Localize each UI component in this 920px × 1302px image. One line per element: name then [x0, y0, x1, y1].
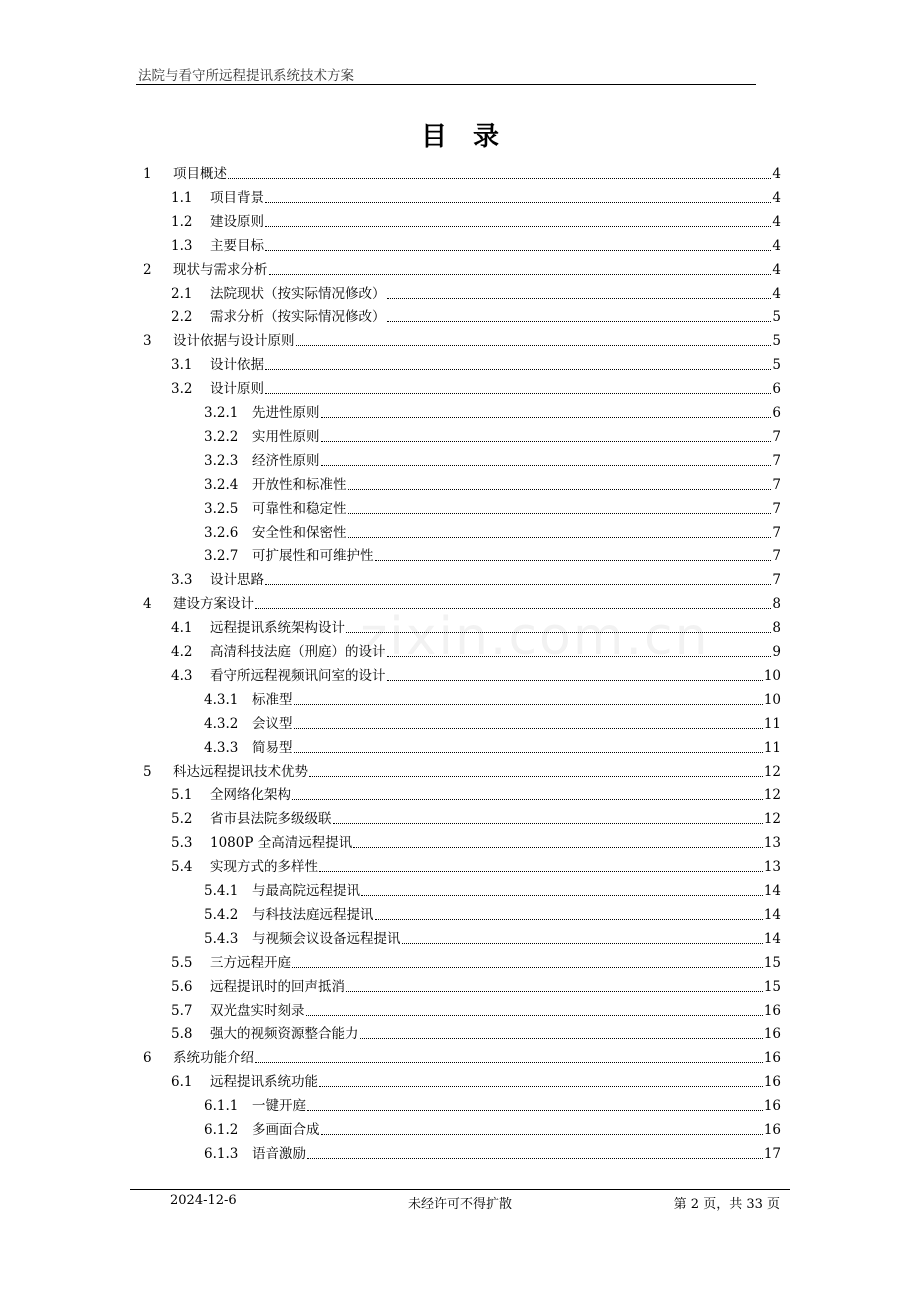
- toc-dot-leader: [265, 574, 771, 585]
- watermark: zixin.com.cn: [360, 607, 710, 667]
- toc-entry[interactable]: [171, 807, 781, 829]
- toc-entry-page: 11: [763, 739, 781, 756]
- toc-entry-label: 设计依据: [210, 357, 264, 374]
- toc-entry-page: 7: [772, 452, 781, 469]
- toc-entry-label: 1080P 全高清远程提讯: [210, 835, 353, 852]
- toc-dot-leader: [387, 670, 763, 681]
- toc-entry[interactable]: [171, 282, 781, 304]
- toc-dot-leader: [294, 742, 763, 753]
- toc-entry-label: 系统功能介绍: [173, 1050, 254, 1067]
- toc-entry-page: 7: [772, 548, 781, 565]
- toc-entry[interactable]: [171, 640, 781, 662]
- toc-entry-label: 简易型: [252, 739, 293, 756]
- toc-entry-number: 2.2: [171, 309, 193, 326]
- toc-entry-page: 7: [772, 524, 781, 541]
- toc-entry[interactable]: [171, 1070, 781, 1092]
- toc-entry[interactable]: [204, 473, 781, 495]
- toc-entry[interactable]: [204, 521, 781, 543]
- toc-entry-number: 3: [143, 333, 152, 350]
- header-title: 法院与看守所远程提讯系统技术方案: [138, 68, 354, 84]
- toc-entry[interactable]: [204, 1142, 781, 1164]
- toc-entry[interactable]: [143, 329, 781, 351]
- toc-entry-page: 6: [772, 381, 781, 398]
- toc-entry-number: 1.2: [171, 213, 193, 230]
- toc-entry-page: 16: [763, 1026, 781, 1043]
- toc-entry-number: 4.2: [171, 644, 193, 660]
- toc-entry-label: 实现方式的多样性: [210, 859, 318, 876]
- toc-entry-page: 17: [763, 1145, 781, 1162]
- toc-dot-leader: [265, 216, 771, 227]
- toc-entry[interactable]: [143, 1046, 781, 1068]
- toc-entry-page: 10: [763, 667, 781, 684]
- toc-entry[interactable]: [171, 664, 781, 686]
- toc-entry-label: 开放性和标准性: [252, 476, 347, 493]
- toc-dot-leader: [265, 359, 771, 370]
- toc-entry-page: 15: [763, 954, 781, 971]
- toc-entry-number: 5.8: [171, 1026, 193, 1043]
- toc-entry-page: 13: [763, 859, 781, 876]
- toc-entry-number: 4: [143, 596, 152, 613]
- toc-entry-page: 16: [763, 1122, 781, 1138]
- toc-entry-page: 16: [763, 1074, 781, 1091]
- toc-entry[interactable]: [204, 903, 781, 925]
- toc-entry-page: 5: [772, 333, 781, 350]
- toc-entry[interactable]: [143, 162, 781, 184]
- toc-entry-number: 5: [143, 763, 152, 780]
- toc-entry-number: 5.7: [171, 1002, 193, 1019]
- toc-entry-page: 7: [772, 572, 781, 589]
- toc-entry-label: 安全性和保密性: [252, 524, 347, 541]
- toc-entry[interactable]: [171, 783, 781, 805]
- toc-dot-leader: [309, 766, 763, 777]
- toc-entry-number: 1: [143, 166, 152, 182]
- toc-entry-label: 双光盘实时刻录: [210, 1002, 305, 1019]
- toc-entry-label: 强大的视频资源整合能力: [210, 1026, 359, 1043]
- toc-entry-page: 8: [772, 620, 781, 637]
- toc-entry[interactable]: [204, 449, 781, 471]
- toc-entry-number: 3.2: [171, 381, 193, 398]
- toc-entry-label: 主要目标: [210, 237, 264, 254]
- toc-dot-leader: [265, 383, 771, 394]
- toc-entry-label: 高清科技法庭（刑庭）的设计: [210, 644, 386, 660]
- toc-entry-label: 现状与需求分析: [173, 261, 268, 278]
- toc-entry-page: 8: [772, 596, 781, 613]
- toc-entry[interactable]: [171, 616, 781, 638]
- toc-entry-page: 4: [772, 213, 781, 230]
- toc-dot-leader: [387, 646, 772, 657]
- toc-entry-label: 经济性原则: [252, 452, 320, 469]
- toc-entry-number: 5.1: [171, 787, 193, 804]
- toc-entry[interactable]: [204, 927, 781, 949]
- toc-entry-page: 12: [763, 811, 781, 828]
- toc-entry-number: 6.1.2: [204, 1122, 239, 1138]
- toc-entry[interactable]: [171, 377, 781, 399]
- toc-entry[interactable]: [204, 401, 781, 423]
- toc-entry-page: 15: [763, 978, 781, 995]
- toc-entry-label: 与科技法庭远程提讯: [252, 906, 374, 923]
- toc-entry-label: 科达远程提讯技术优势: [173, 763, 308, 780]
- toc-entry-label: 全网络化架构: [210, 787, 291, 804]
- toc-entry-number: 2.1: [171, 285, 193, 302]
- toc-dot-leader: [402, 933, 763, 944]
- toc-entry[interactable]: [171, 1022, 781, 1044]
- toc-dot-leader: [292, 789, 763, 800]
- toc-entry-label: 法院现状（按实际情况修改）: [210, 285, 386, 302]
- toc-entry-label: 远程提讯系统功能: [210, 1074, 318, 1091]
- toc-entry-label: 项目概述: [173, 166, 227, 182]
- toc-entry-page: 4: [772, 189, 781, 206]
- toc-entry-label: 远程提讯系统架构设计: [210, 620, 345, 637]
- toc-entry-number: 4.3.1: [204, 691, 239, 708]
- toc-dot-leader: [319, 861, 763, 872]
- toc-entry-label: 标准型: [252, 691, 293, 708]
- toc-title: 目录: [420, 122, 525, 152]
- toc-entry[interactable]: [171, 951, 781, 973]
- toc-entry-number: 1.3: [171, 237, 193, 254]
- toc-entry-page: 14: [763, 930, 781, 947]
- toc-entry[interactable]: [204, 736, 781, 758]
- toc-entry-number: 5.3: [171, 835, 193, 852]
- toc-entry-page: 7: [772, 500, 781, 517]
- toc-dot-leader: [319, 1076, 763, 1087]
- toc-entry-number: 3.2.6: [204, 524, 239, 541]
- toc-dot-leader: [321, 407, 772, 418]
- toc-entry-number: 2: [143, 261, 152, 278]
- toc-entry-label: 与视频会议设备远程提讯: [252, 930, 401, 947]
- toc-entry-label: 先进性原则: [252, 405, 320, 421]
- toc-entry-label: 设计思路: [210, 572, 264, 589]
- toc-entry[interactable]: [171, 305, 781, 327]
- toc-entry-number: 5.4: [171, 859, 193, 876]
- toc-entry-label: 项目背景: [210, 189, 264, 206]
- toc-entry-page: 13: [763, 835, 781, 852]
- toc-entry-number: 3.2.7: [204, 548, 239, 565]
- toc-entry-page: 12: [763, 787, 781, 804]
- toc-dot-leader: [353, 837, 763, 848]
- toc-dot-leader: [375, 909, 763, 920]
- toc-dot-leader: [296, 335, 772, 346]
- toc-dot-leader: [292, 957, 763, 968]
- toc-dot-leader: [346, 981, 763, 992]
- toc-entry-number: 6: [143, 1050, 152, 1067]
- toc-dot-leader: [348, 527, 772, 538]
- toc-dot-leader: [255, 598, 771, 609]
- toc-entry-number: 6.1.3: [204, 1145, 239, 1162]
- footer-divider: [130, 1189, 790, 1190]
- toc-entry-page: 4: [772, 166, 781, 182]
- toc-entry-label: 省市县法院多级级联: [210, 811, 332, 828]
- toc-entry-number: 4.3: [171, 667, 193, 684]
- toc-entry-label: 语音激励: [252, 1145, 306, 1162]
- toc-entry-number: 1.1: [171, 189, 193, 206]
- toc-entry[interactable]: [204, 425, 781, 447]
- toc-entry-number: 3.2.4: [204, 476, 239, 493]
- toc-dot-leader: [321, 455, 772, 466]
- toc-entry-number: 5.2: [171, 811, 193, 828]
- toc-dot-leader: [294, 718, 763, 729]
- toc-entry[interactable]: [171, 234, 781, 256]
- toc-dot-leader: [265, 192, 771, 203]
- toc-entry[interactable]: [204, 712, 781, 734]
- toc-entry-label: 远程提讯时的回声抵消: [210, 978, 345, 995]
- toc-dot-leader: [294, 694, 763, 705]
- toc-entry-number: 6.1: [171, 1074, 193, 1091]
- toc-entry-number: 3.2.1: [204, 405, 239, 421]
- toc-entry-number: 3.2.2: [204, 428, 239, 445]
- toc-entry[interactable]: [171, 568, 781, 590]
- toc-dot-leader: [228, 168, 771, 179]
- toc-dot-leader: [361, 885, 763, 896]
- toc-entry-page: 16: [763, 1098, 781, 1115]
- footer-page-number: 第 2 页，共 33 页: [673, 1197, 780, 1212]
- toc-entry[interactable]: [171, 975, 781, 997]
- toc-entry[interactable]: [171, 353, 781, 375]
- toc-entry-number: 4.3.2: [204, 715, 239, 732]
- toc-dot-leader: [360, 1028, 763, 1039]
- toc-entry[interactable]: [171, 999, 781, 1021]
- toc-entry-page: 16: [763, 1002, 781, 1019]
- toc-entry[interactable]: [204, 688, 781, 710]
- toc-entry[interactable]: [171, 186, 781, 208]
- toc-entry[interactable]: [143, 760, 781, 782]
- toc-entry-label: 设计原则: [210, 381, 264, 398]
- toc-dot-leader: [346, 622, 771, 633]
- toc-entry-number: 4.3.3: [204, 739, 239, 756]
- toc-entry[interactable]: [204, 879, 781, 901]
- toc-entry[interactable]: [204, 544, 781, 566]
- toc-entry-page: 9: [772, 644, 781, 660]
- toc-dot-leader: [375, 550, 772, 561]
- toc-entry-page: 7: [772, 476, 781, 493]
- toc-entry[interactable]: [171, 855, 781, 877]
- toc-entry[interactable]: [143, 258, 781, 280]
- toc-dot-leader: [387, 311, 772, 322]
- toc-dot-leader: [269, 264, 772, 275]
- footer-date: 2024-12-6: [170, 1193, 237, 1208]
- toc-dot-leader: [306, 1005, 763, 1016]
- toc-entry-label: 建设方案设计: [173, 596, 254, 613]
- toc-entry-page: 6: [772, 405, 781, 421]
- toc-entry-label: 建设原则: [210, 213, 264, 230]
- toc-entry-number: 3.2.3: [204, 452, 239, 469]
- toc-dot-leader: [307, 1148, 763, 1159]
- toc-entry-label: 可靠性和稳定性: [252, 500, 347, 517]
- toc-entry-number: 5.4.3: [204, 930, 239, 947]
- toc-entry-label: 多画面合成: [252, 1122, 320, 1138]
- toc-entry-page: 5: [772, 357, 781, 374]
- toc-entry-label: 一键开庭: [252, 1098, 306, 1115]
- toc-entry-number: 3.2.5: [204, 500, 239, 517]
- toc-entry[interactable]: [171, 831, 781, 853]
- toc-entry-page: 10: [763, 691, 781, 708]
- toc-entry-page: 4: [772, 261, 781, 278]
- toc-entry-number: 3.3: [171, 572, 193, 589]
- toc-entry-label: 会议型: [252, 715, 293, 732]
- header-divider: [136, 84, 756, 85]
- toc-entry-label: 与最高院远程提讯: [252, 883, 360, 899]
- toc-entry-page: 4: [772, 237, 781, 254]
- toc-entry-number: 6.1.1: [204, 1098, 239, 1115]
- toc-entry-number: 5.4.2: [204, 906, 239, 923]
- toc-entry[interactable]: [171, 210, 781, 232]
- toc-entry-label: 三方远程开庭: [210, 954, 291, 971]
- toc-dot-leader: [265, 240, 771, 251]
- toc-entry[interactable]: [204, 497, 781, 519]
- toc-entry-page: 16: [763, 1050, 781, 1067]
- toc-entry-number: 5.6: [171, 978, 193, 995]
- toc-entry-page: 14: [763, 906, 781, 923]
- toc-dot-leader: [333, 813, 763, 824]
- footer-notice: 未经许可不得扩散: [407, 1197, 512, 1212]
- toc-entry-label: 可扩展性和可维护性: [252, 548, 374, 565]
- toc-dot-leader: [255, 1052, 763, 1063]
- toc-dot-leader: [321, 431, 772, 442]
- toc-entry-label: 实用性原则: [252, 428, 320, 445]
- toc-dot-leader: [387, 288, 772, 299]
- toc-entry-number: 4.1: [171, 620, 193, 637]
- toc-entry[interactable]: [204, 1118, 781, 1140]
- toc-entry-number: 3.1: [171, 357, 193, 374]
- toc-dot-leader: [307, 1100, 763, 1111]
- toc-entry-page: 14: [763, 883, 781, 899]
- toc-entry[interactable]: [204, 1094, 781, 1116]
- toc-entry-page: 4: [772, 285, 781, 302]
- toc-entry-page: 12: [763, 763, 781, 780]
- toc-entry[interactable]: [143, 592, 781, 614]
- toc-entry-label: 看守所远程视频讯问室的设计: [210, 667, 386, 684]
- toc-dot-leader: [321, 1124, 763, 1135]
- toc-dot-leader: [348, 503, 772, 514]
- toc-entry-page: 11: [763, 715, 781, 732]
- toc-entry-number: 5.4.1: [204, 883, 239, 899]
- toc-entry-label: 设计依据与设计原则: [173, 333, 295, 350]
- toc-dot-leader: [348, 479, 772, 490]
- toc-entry-number: 5.5: [171, 954, 193, 971]
- toc-entry-label: 需求分析（按实际情况修改）: [210, 309, 386, 326]
- toc-entry-page: 7: [772, 428, 781, 445]
- toc-entry-page: 5: [772, 309, 781, 326]
